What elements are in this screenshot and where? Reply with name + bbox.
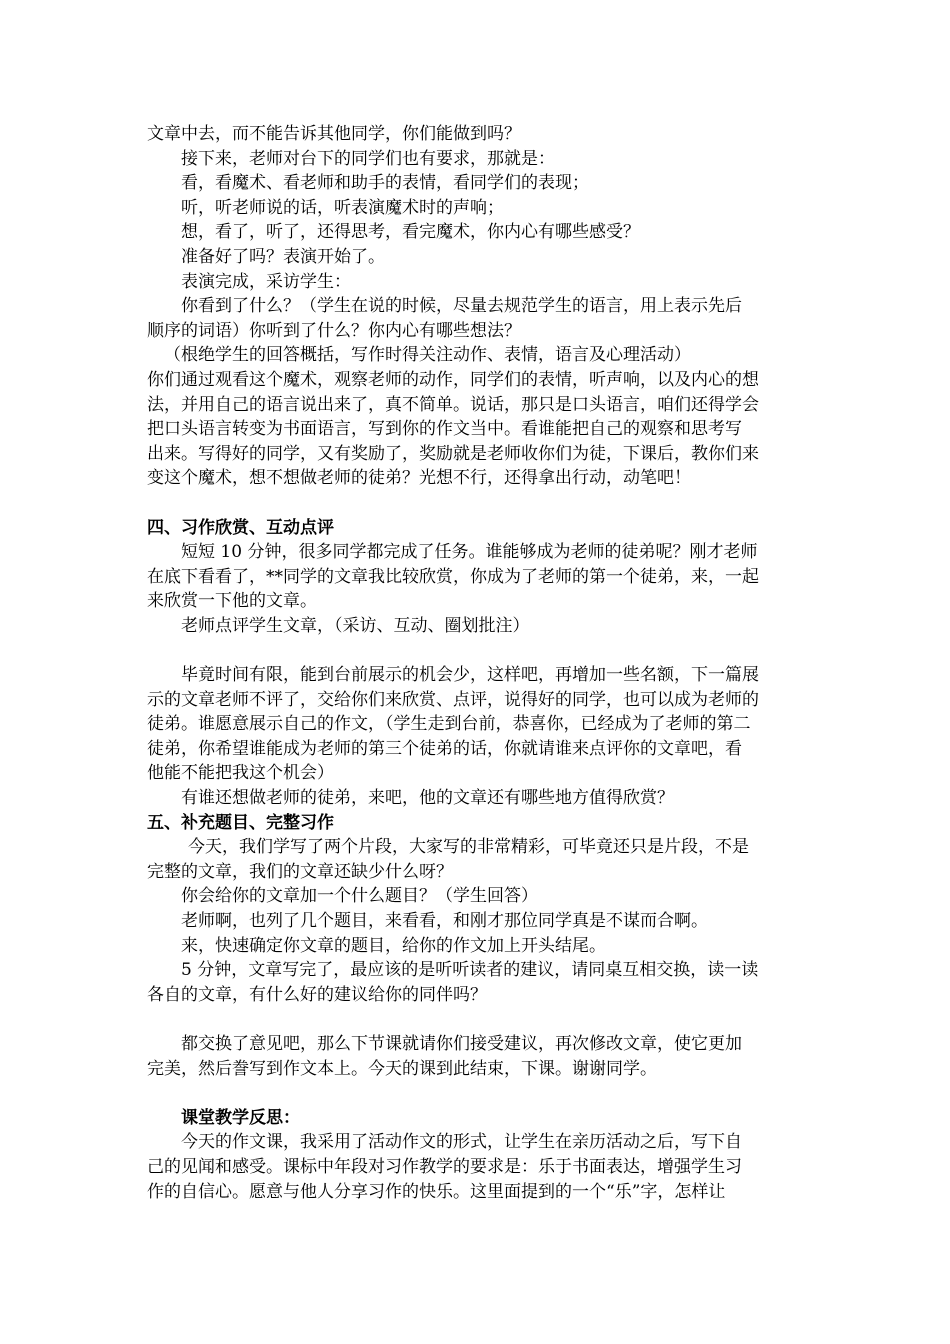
text-line: 今天的作文课，我采用了活动作文的形式，让学生在亲历活动之后，写下自 bbox=[181, 1132, 742, 1153]
document-body bbox=[147, 122, 807, 1204]
text-line: 他能不能把我这个机会） bbox=[147, 763, 334, 784]
text-line: 作的自信心。愿意与他人分享习作的快乐。这里面提到的一个“乐”字，怎样让 bbox=[147, 1181, 726, 1202]
text-line: 完美，然后誊写到作文本上。今天的课到此结束，下课。谢谢同学。 bbox=[147, 1058, 657, 1079]
text-line: 你们通过观看这个魔术，观察老师的动作，同学们的表情，听声响，以及内心的想 bbox=[147, 369, 759, 390]
text-line: 毕竟时间有限，能到台前展示的机会少，这样吧，再增加一些名额，下一篇展 bbox=[181, 665, 759, 686]
reflection-heading: 课堂教学反思： bbox=[181, 1107, 300, 1128]
text-line: 都交换了意见吧，那么下节课就请你们接受建议，再次修改文章，使它更加 bbox=[181, 1033, 742, 1054]
blank-line bbox=[147, 638, 807, 663]
text-line: 有谁还想做老师的徒弟，来吧，他的文章还有哪些地方值得欣赏？ bbox=[181, 788, 674, 809]
text-line: 把口头语言转变为书面语言，写到你的作文当中。看谁能把自己的观察和思考写 bbox=[147, 419, 742, 440]
blank-line bbox=[147, 1081, 807, 1106]
text-line: 来，快速确定你文章的题目，给你的作文加上开头结尾。 bbox=[181, 935, 606, 956]
text-line: 老师点评学生文章，（采访、互动、圈划批注） bbox=[181, 615, 530, 636]
text-line: 来欣赏一下他的文章。 bbox=[147, 591, 317, 612]
text-line: 徒弟。谁愿意展示自己的作文，（学生走到台前，恭喜你，已经成为了老师的第二 bbox=[147, 714, 751, 735]
text-line: 在底下看看了，**同学的文章我比较欣赏，你成为了老师的第一个徒弟，来，一起 bbox=[147, 566, 759, 587]
text-line: （根绝学生的回答概括，写作时得关注动作、表情，语言及心理活动） bbox=[164, 345, 691, 366]
text-line: 想，看了，听了，还得思考，看完魔术，你内心有哪些感受？ bbox=[181, 222, 640, 243]
text-line: 法，并用自己的语言说出来了，真不简单。说话，那只是口头语言，咱们还得学会 bbox=[147, 394, 759, 415]
text-line: 己的见闻和感受。课标中年段对习作教学的要求是：乐于书面表达，增强学生习 bbox=[147, 1156, 742, 1177]
text-line: 老师啊，也列了几个题目，来看看，和刚才那位同学真是不谋而合啊。 bbox=[181, 911, 708, 931]
text-line: 完整的文章，我们的文章还缺少什么呀？ bbox=[147, 861, 453, 882]
text-line: 准备好了吗？表演开始了。 bbox=[181, 246, 385, 267]
text-line: 看，看魔术、看老师和助手的表情，看同学们的表现； bbox=[181, 173, 589, 194]
text-line: 听，听老师说的话，听表演魔术时的声响； bbox=[181, 197, 504, 218]
section-heading: 四、习作欣赏、互动点评 bbox=[147, 517, 334, 538]
text-line: 示的文章老师不评了，交给你们来欣赏、点评，说得好的同学，也可以成为老师的 bbox=[147, 689, 759, 710]
text-line: 顺序的词语）你听到了什么？你内心有哪些想法？ bbox=[147, 320, 521, 341]
text-line: 你会给你的文章加一个什么题目？（学生回答） bbox=[181, 886, 538, 907]
text-line: 各自的文章，有什么好的建议给你的同伴吗？ bbox=[147, 984, 487, 1005]
text-line: 短短 10 分钟，很多同学都完成了任务。谁能够成为老师的徒弟呢？刚才老师 bbox=[181, 542, 758, 563]
blank-line bbox=[147, 491, 807, 516]
text-line: 接下来，老师对台下的同学们也有要求，那就是： bbox=[181, 148, 555, 169]
text-line: 今天，我们学写了两个片段，大家写的非常精彩，可毕竟还只是片段，不是 bbox=[188, 837, 749, 858]
text-line: 文章中去，而不能告诉其他同学，你们能做到吗？ bbox=[147, 124, 521, 144]
text-line: 出来。写得好的同学，又有奖励了，奖励就是老师收你们为徒，下课后，教你们来 bbox=[147, 443, 759, 464]
text-line: 徒弟，你希望谁能成为老师的第三个徒弟的话，你就请谁来点评你的文章吧，看 bbox=[147, 738, 742, 759]
blank-line bbox=[147, 1007, 807, 1032]
text-line: 变这个魔术，想不想做老师的徒弟？光想不行，还得拿出行动，动笔吧！ bbox=[147, 468, 691, 489]
text-line: 你看到了什么？（学生在说的时候，尽量去规范学生的语言，用上表示先后 bbox=[181, 296, 742, 317]
text-line: 表演完成，采访学生： bbox=[181, 271, 351, 292]
text-line: 5 分钟，文章写完了，最应该的是听听读者的建议，请同桌互相交换，读一读 bbox=[181, 960, 759, 981]
section-heading: 五、补充题目、完整习作 bbox=[147, 812, 334, 833]
